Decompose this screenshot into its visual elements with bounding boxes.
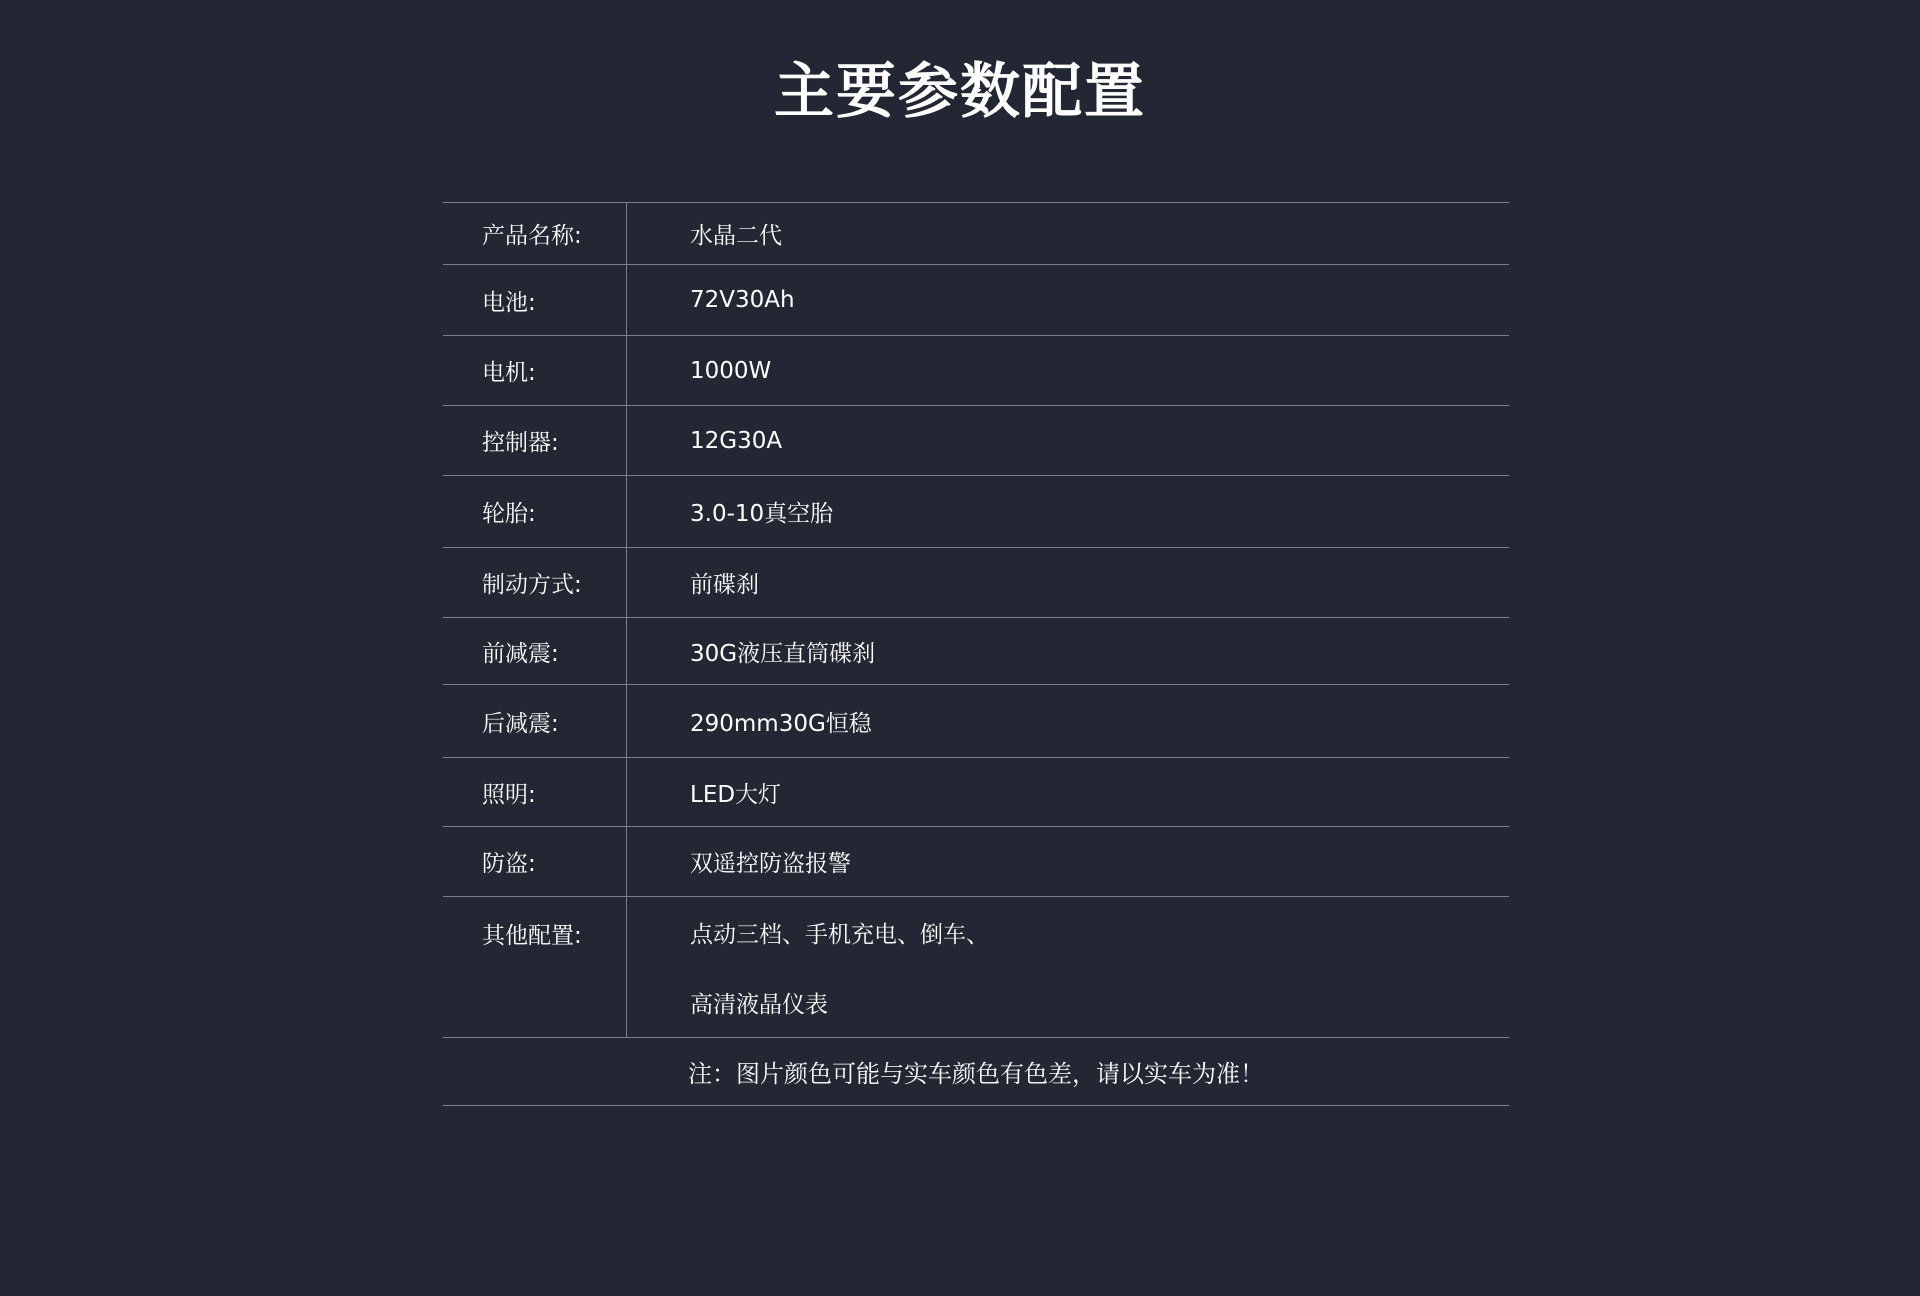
page-title: 主要参数配置 [774,57,1146,127]
spec-row-tire [443,476,1509,548]
spec-row-other-config [443,897,1509,1038]
spec-label: 制动方式: [443,548,627,617]
spec-table [443,202,1509,1106]
spec-label: 电机: [443,336,627,405]
spec-label: 产品名称: [443,203,627,264]
spec-row-front-suspension [443,618,1509,685]
spec-label: 照明: [443,758,627,826]
spec-value-line: 高清液晶仪表 [690,991,828,1018]
spec-row-battery [443,265,1509,336]
spec-row-product-name [443,203,1509,265]
spec-row-controller [443,406,1509,476]
spec-row-rear-suspension [443,685,1509,758]
spec-value: 水晶二代 [690,223,782,249]
spec-label: 轮胎: [443,476,627,547]
spec-value: 72V30Ah [690,287,795,313]
spec-row-anti-theft [443,827,1509,897]
spec-value: 290mm30G恒稳 [690,710,872,737]
spec-value: 双遥控防盗报警 [690,851,851,877]
spec-label: 控制器: [443,406,627,475]
disclaimer-note: 注：图片颜色可能与实车颜色有色差，请以实车为准！ [443,1038,1509,1106]
spec-value: 12G30A [690,427,783,454]
spec-label: 电池: [443,265,627,335]
spec-value-multiline [627,897,1509,1037]
spec-value: 3.0-10真空胎 [690,501,834,527]
spec-label: 后减震: [443,685,627,757]
spec-value-line: 点动三档、手机充电、倒车、 [690,921,989,948]
spec-row-lighting [443,758,1509,827]
spec-value: LED大灯 [690,781,782,808]
spec-label: 前减震: [443,618,627,684]
spec-label: 其他配置: [443,897,627,1037]
spec-value: 前碟刹 [690,572,759,598]
spec-row-motor [443,336,1509,406]
spec-label: 防盗: [443,827,627,896]
spec-value: 1000W [690,357,772,384]
spec-row-brake [443,548,1509,618]
spec-value: 30G液压直筒碟刹 [690,640,876,667]
